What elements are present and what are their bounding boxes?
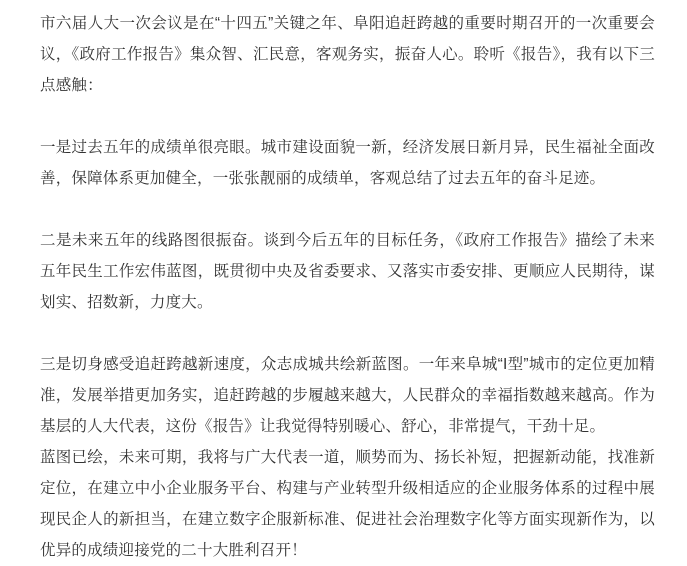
- paragraph-3: 二是未来五年的线路图很振奋。谈到今后五年的目标任务，《政府工作报告》描绘了未来五年民生工作宏伟蓝图，既贯彻中央及省委要求、又落实市委安排、更顺应人民期待，谋划实、招数新，力度大。: [40, 232, 655, 311]
- page-bottom-divider: [40, 528, 655, 529]
- paragraph-5: 蓝图已绘，未来可期，我将与广大代表一道，顺势而为、扬长补短，把握新动能，找准新定位，在建立中小企业服务平台、构建与产业转型升级相适应的企业服务体系的过程中展现民企人的新担当，在建立数字企服新标准、促进社会治理数字化等方面实现新作为，以优异的成绩迎接党的二十大胜利召开！: [40, 449, 655, 559]
- paragraph-spacer: [40, 101, 655, 132]
- paragraph-spacer: [40, 194, 655, 225]
- paragraph-4: 三是切身感受追赶跨越新速度，众志成城共绘新蓝图。一年来阜城“I型”城市的定位更加精准，发展举措更加务实，追赶跨越的步履越来越大，人民群众的幸福指数越来越高。作为基层的人大代表，这份《报告》让我觉得特别暖心、舒心，非常提气，干劲十足。: [40, 356, 655, 435]
- paragraph-2: 一是过去五年的成绩单很亮眼。城市建设面貌一新，经济发展日新月异，民生福祉全面改善，保障体系更加健全，一张张靓丽的成绩单，客观总结了过去五年的奋斗足迹。: [40, 139, 655, 187]
- paragraph-spacer: [40, 318, 655, 349]
- article-body: [40, 8, 655, 566]
- paragraph-1: 市六届人大一次会议是在“十四五”关键之年、阜阳追赶跨越的重要时期召开的一次重要会议，《政府工作报告》集众智、汇民意，客观务实，振奋人心。聆听《报告》，我有以下三点感触：: [40, 15, 655, 94]
